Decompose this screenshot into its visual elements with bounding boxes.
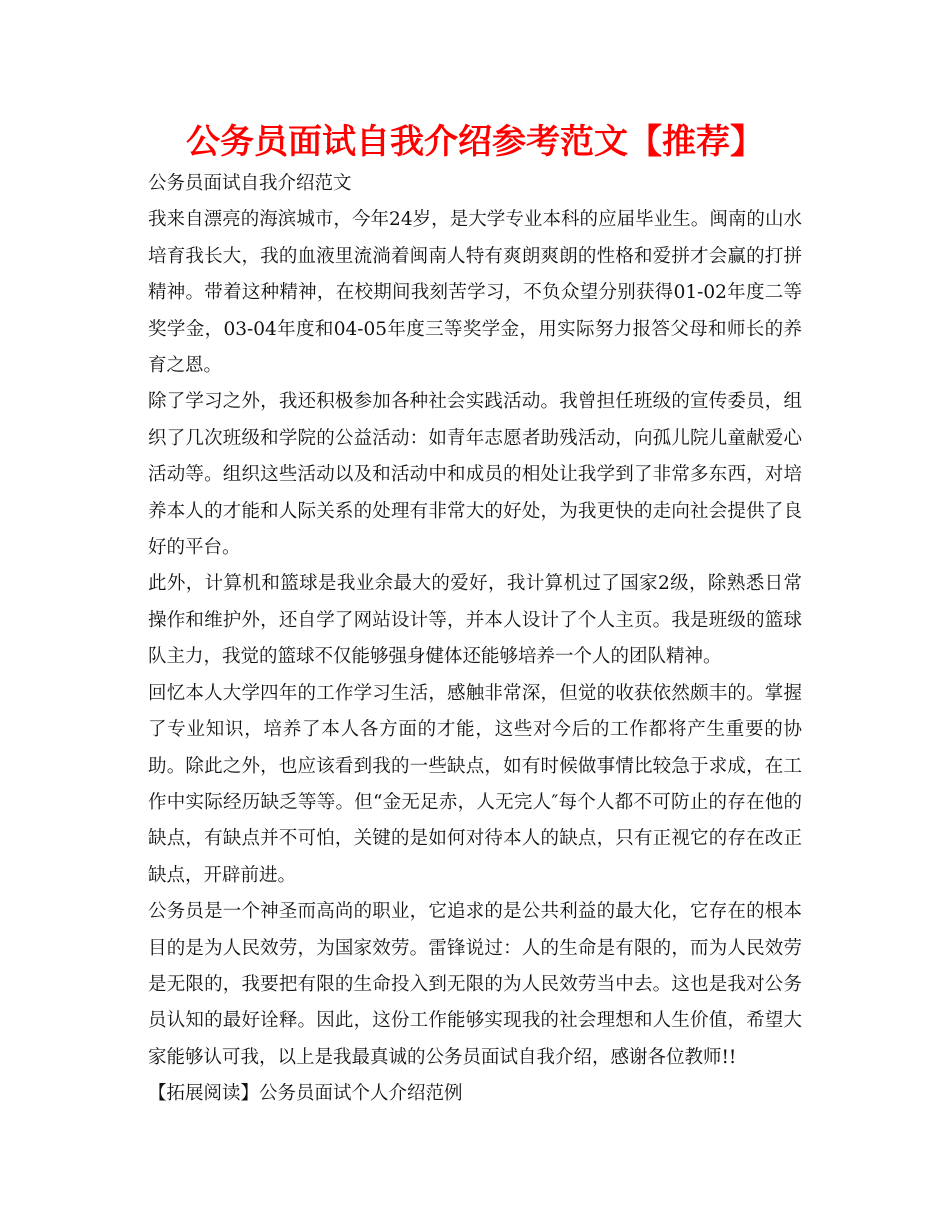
paragraph-1: 我来自漂亮的海滨城市，今年24岁，是大学专业本科的应届毕业生。闽南的山水培育我长大，我的血液里流淌着闽南人特有爽朗爽朗的性格和爱拼才会赢的打拼精神。带着这种精神，在校期间我刻苦学习，不负众望分别获得01-02年度二等奖学金，03-04年度和04-05年度三等奖学金，用实际努力报答父母和师长的养育之恩。 <box>148 209 802 377</box>
paragraph-2: 除了学习之外，我还积极参加各种社会实践活动。我曾担任班级的宣传委员，组织了几次班级和学院的公益活动：如青年志愿者助残活动，向孤儿院儿童献爱心活动等。组织这些活动以及和活动中和成员的相处让我学到了非常多东西，对培养本人的才能和人际关系的处理有非常大的好处，为我更快的走向社会提供了良好的平台。 <box>148 391 802 559</box>
extended-reading-line: 【拓展阅读】公务员面试个人介绍范例 <box>148 1083 463 1105</box>
paragraph-4: 回忆本人大学四年的工作学习生活，感触非常深，但觉的收获依然颇丰的。掌握了专业知识，培养了本人各方面的才能，这些对今后的工作都将产生重要的协助。除此之外，也应该看到我的一些缺点，如有时候做事情比较急于求成，在工作中实际经历缺乏等等。但“金无足赤，人无完人″每个人都不可防止的存在他的缺点，有缺点并不可怕，关键的是如何对待本人的缺点，只有正视它的存在改正缺点，开辟前进。 <box>148 682 802 886</box>
document-title: 公务员面试自我介绍参考范文【推荐】 <box>186 122 764 162</box>
document-body <box>148 166 802 1113</box>
paragraph-5: 公务员是一个神圣而高尚的职业，它追求的是公共利益的最大化，它存在的根本目的是为人民效劳，为国家效劳。雷锋说过：人的生命是有限的，而为人民效劳是无限的，我要把有限的生命投入到无限的为人民效劳当中去。这也是我对公务员认知的最好诠释。因此，这份工作能够实现我的社会理想和人生价值，希望大家能够认可我，以上是我最真诚的公务员面试自我介绍，感谢各位教师!! <box>148 901 802 1068</box>
section-heading: 公务员面试自我介绍范文 <box>148 173 352 194</box>
paragraph-3: 此外，计算机和篮球是我业余最大的爱好，我计算机过了国家2级，除熟悉日常操作和维护外，还自学了网站设计等，并本人设计了个人主页。我是班级的篮球队主力，我觉的篮球不仅能够强身健体还能够培养一个人的团队精神。 <box>148 573 802 668</box>
